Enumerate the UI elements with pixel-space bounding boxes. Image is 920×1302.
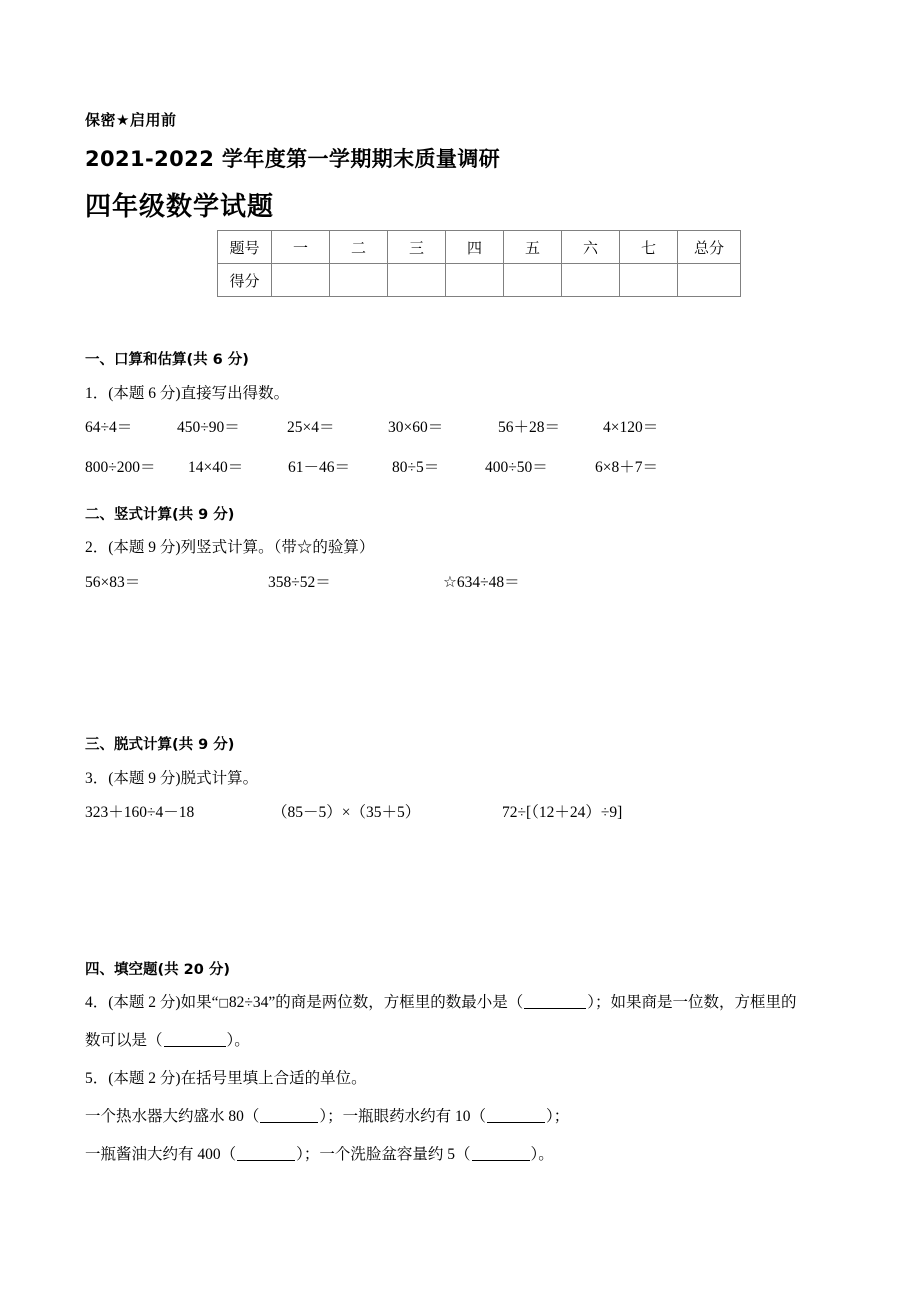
expression: （85－5）×（35＋5） [272, 804, 421, 821]
score-cell-3[interactable] [388, 264, 446, 297]
question-4-text-a: 如果“ [180, 994, 219, 1011]
expression: 64÷4＝ [85, 419, 133, 436]
score-table [217, 230, 741, 297]
score-table-col-6: 六 [562, 231, 620, 264]
expression: 56×83＝ [85, 574, 141, 591]
expression: 358÷52＝ [268, 574, 331, 591]
score-cell-7[interactable] [620, 264, 678, 297]
question-3-prompt: 3．(本题 9 分)脱式计算。 [85, 770, 259, 787]
question-1-prompt: 1．(本题 6 分)直接写出得数。 [85, 385, 290, 402]
score-table-label-question: 题号 [218, 231, 272, 264]
score-cell-4[interactable] [446, 264, 504, 297]
table-row-question-numbers [218, 231, 741, 264]
expression: 30×60＝ [388, 419, 444, 436]
question-4-text-c: ）；如果商是一位数，方框里的 [587, 994, 797, 1011]
score-table-col-2: 二 [330, 231, 388, 264]
question-4-line-1 [85, 992, 797, 1014]
question-5-item-3-label: 一瓶酱油大约有 400（ [85, 1146, 237, 1163]
question-5-line-2 [85, 1144, 554, 1166]
question-5-item-2-label: ）；一瓶眼药水约有 10（ [319, 1108, 487, 1125]
question-1-row-2 [0, 455, 920, 479]
question-3-row-1 [0, 800, 920, 824]
score-cell-2[interactable] [330, 264, 388, 297]
answer-blank[interactable] [237, 1146, 295, 1161]
answer-blank[interactable] [487, 1108, 545, 1123]
question-1-row-1 [0, 415, 920, 439]
table-row-scores [218, 264, 741, 297]
expression: 4×120＝ [603, 419, 659, 436]
expression: 6×8＋7＝ [595, 459, 658, 476]
answer-blank[interactable] [260, 1108, 318, 1123]
section-heading-1: 一、口算和估算(共 6 分) [85, 352, 249, 368]
square-box-icon: □ [218, 996, 229, 1009]
question-4-number: 4． [85, 994, 109, 1011]
question-5-line-2-end: ）。 [530, 1146, 554, 1163]
expression: 450÷90＝ [177, 419, 240, 436]
score-table-col-7: 七 [620, 231, 678, 264]
section-heading-2: 二、竖式计算(共 9 分) [85, 507, 235, 523]
score-cell-total[interactable] [678, 264, 741, 297]
answer-blank[interactable] [524, 994, 586, 1009]
question-5-line-1 [85, 1106, 569, 1128]
score-table-col-1: 一 [272, 231, 330, 264]
expression: 80÷5＝ [392, 459, 440, 476]
question-5-text: 在括号里填上合适的单位。 [180, 1070, 367, 1087]
confidential-notice: 保密★启用前 [85, 111, 177, 129]
answer-blank[interactable] [164, 1032, 226, 1047]
score-table-col-5: 五 [504, 231, 562, 264]
expression: 800÷200＝ [85, 459, 156, 476]
expression: 61－46＝ [288, 459, 351, 476]
exam-title: 2021-2022 学年度第一学期期末质量调研 [85, 147, 501, 171]
question-4-line-2 [85, 1030, 250, 1052]
question-5-item-4-label: ）；一个洗脸盆容量约 5（ [296, 1146, 471, 1163]
expression: 72÷[（12＋24）÷9] [502, 804, 623, 821]
question-5-number: 5． [85, 1070, 109, 1087]
question-2-row-1 [0, 570, 920, 594]
question-5-prompt [85, 1068, 367, 1090]
question-5-item-1-label: 一个热水器大约盛水 80（ [85, 1108, 260, 1125]
question-5-points: (本题 2 分) [108, 1070, 181, 1087]
score-cell-5[interactable] [504, 264, 562, 297]
question-4-text-d: 数可以是（ [85, 1032, 163, 1049]
score-table-col-4: 四 [446, 231, 504, 264]
question-5-line-1-end: ）； [546, 1108, 570, 1125]
question-4-text-b: 82÷34”的商是两位数，方框里的数最小是（ [228, 994, 524, 1011]
section-heading-4: 四、填空题(共 20 分) [85, 962, 231, 978]
score-cell-1[interactable] [272, 264, 330, 297]
expression: 323＋160÷4－18 [85, 804, 195, 821]
subject-title: 四年级数学试题 [85, 192, 275, 222]
score-cell-6[interactable] [562, 264, 620, 297]
question-2-prompt: 2．(本题 9 分)列竖式计算。（带☆的验算） [85, 539, 375, 556]
score-table-col-3: 三 [388, 231, 446, 264]
expression: 400÷50＝ [485, 459, 548, 476]
expression: 56＋28＝ [498, 419, 561, 436]
question-4-points: (本题 2 分) [108, 994, 181, 1011]
answer-blank[interactable] [472, 1146, 530, 1161]
section-heading-3: 三、脱式计算(共 9 分) [85, 737, 235, 753]
expression: 25×4＝ [287, 419, 335, 436]
score-table-col-total: 总分 [678, 231, 741, 264]
expression: 14×40＝ [188, 459, 244, 476]
expression-starred: ☆634÷48＝ [443, 574, 520, 591]
score-table-label-score: 得分 [218, 264, 272, 297]
question-4-text-e: ）。 [226, 1032, 250, 1049]
